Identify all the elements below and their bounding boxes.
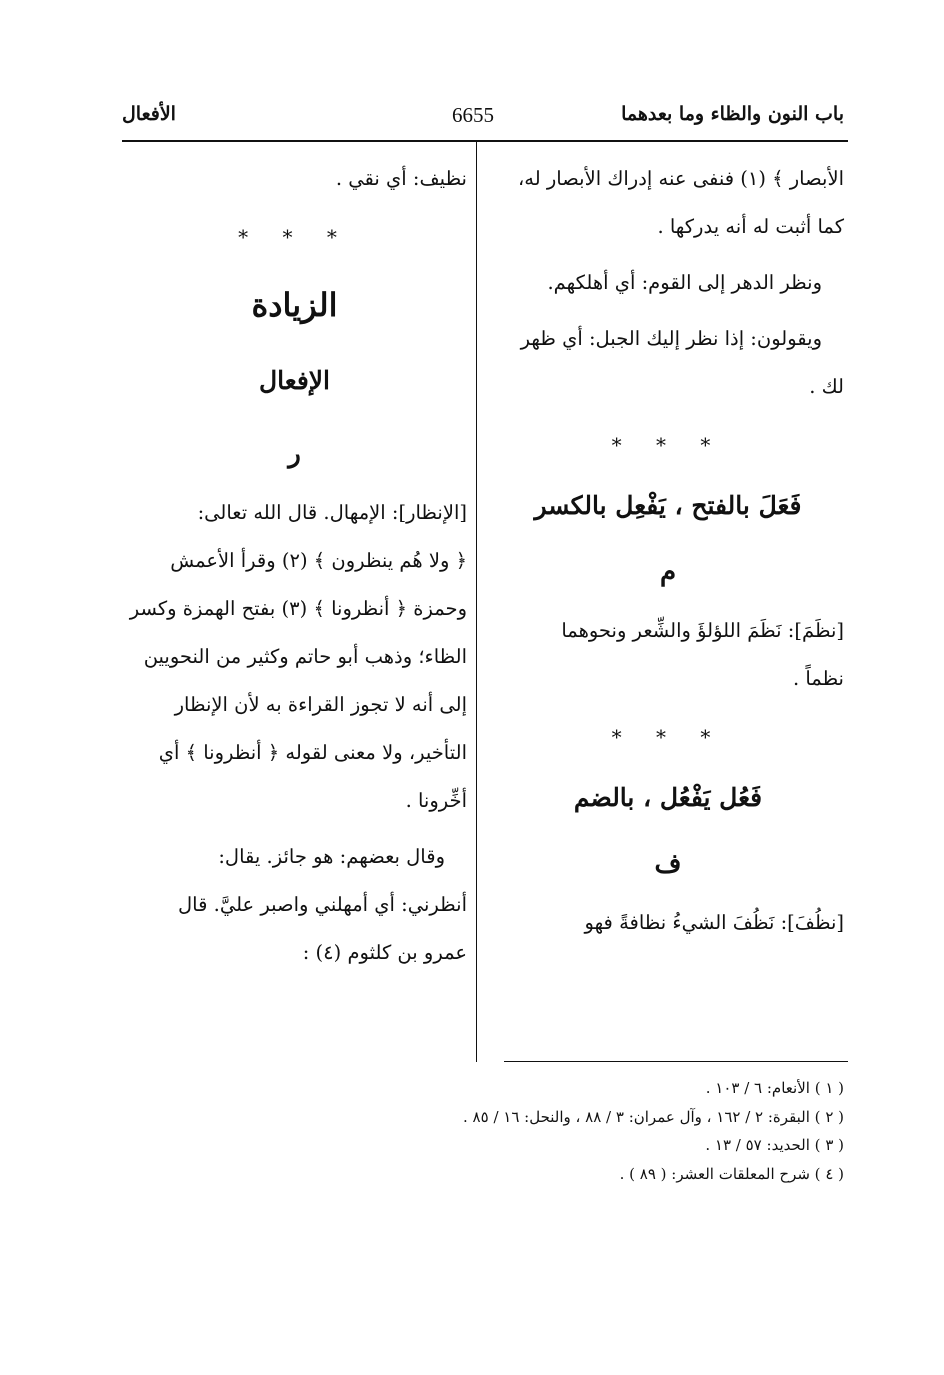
footnote: ( ٢ ) البقرة: ٢ / ١٦٢ ، وآل عمران: ٣ / ٨٨ ، والنحل: ١٦ / ٨٥ .	[463, 1107, 844, 1126]
entry-line: التأخير، ولا معنى لقوله ﴿ أنظرونا ﴾ أي	[158, 741, 467, 764]
footnote: ( ٤ ) شرح المعلقات العشر: ( ٨٩ ) .	[619, 1164, 844, 1183]
letter-heading: ف	[654, 849, 682, 879]
footnotes	[463, 1074, 844, 1188]
page-number: 6655	[452, 103, 494, 127]
entry-line: أخِّرونا .	[405, 789, 467, 812]
text-line: لك .	[809, 375, 844, 398]
entry-line: وقال بعضهم: هو جائز. يقال:	[218, 845, 445, 868]
right-column	[492, 155, 844, 947]
column-divider	[476, 141, 477, 1062]
text-line: الأبصار ﴾ (١) فنفى عنه إدراك الأبصار له،	[518, 167, 844, 190]
left-column	[122, 155, 467, 977]
text-line: ويقولون: إذا نظر إليك الجبل: أي ظهر	[520, 327, 822, 350]
section-separator: * * *	[611, 433, 725, 457]
entry-line: [نظَمَ]: نَظَمَ اللؤلؤَ والشِّعر ونحوهما	[561, 619, 844, 642]
subsection-title: الإفعال	[259, 366, 330, 395]
letter-heading: ر	[288, 439, 301, 469]
running-header-chapter: باب النون والظاء وما بعدهما	[621, 103, 844, 125]
entry-line: عمرو بن كلثوم (٤) :	[302, 941, 467, 964]
entry-line: نظماً .	[792, 667, 844, 690]
entry-line: [الإنظار]: الإمهال. قال الله تعالى:	[197, 501, 467, 524]
section-title: الزيادة	[251, 286, 338, 324]
header-rule	[122, 140, 848, 142]
running-header-section: الأفعال	[122, 103, 176, 125]
letter-heading: م	[659, 557, 677, 587]
footnote-rule	[504, 1061, 848, 1062]
paragraph: ونظر الدهر إلى القوم: أي أهلكهم.	[547, 271, 822, 294]
section-separator: * * *	[611, 725, 725, 749]
footnote: ( ٣ ) الحديد: ٥٧ / ١٣ .	[705, 1136, 844, 1154]
entry-line: الظاء؛ وذهب أبو حاتم وكثير من النحويين	[143, 645, 467, 668]
text-line: كما أثبت له أنه يدركها .	[657, 215, 844, 238]
entry-line: ﴿ ولا هُم ينظرون ﴾ (٢) وقرأ الأعمش	[170, 549, 467, 572]
entry-line: إلى أنه لا تجوز القراءة به لأن الإنظار	[174, 693, 467, 716]
entry-line: أنظرني: أي أمهلني واصبر عليَّ. قال	[178, 893, 467, 916]
verb-pattern-heading: فَعُل يَفْعُل ، بالضم	[573, 783, 763, 812]
footnote: ( ١ ) الأنعام: ٦ / ١٠٣ .	[705, 1079, 844, 1097]
entry-line: [نظُفَ]: نَظُفَ الشيءُ نظافةً فهو	[584, 911, 844, 934]
verb-pattern-heading: فَعَلَ بالفتح ، يَفْعِل بالكسر	[534, 491, 802, 520]
entry-line: وحمزة ﴿ أنظرونا ﴾ (٣) بفتح الهمزة وكسر	[129, 597, 467, 620]
section-separator: * * *	[238, 225, 351, 249]
text-line: نظيف: أي نقي .	[335, 167, 467, 190]
